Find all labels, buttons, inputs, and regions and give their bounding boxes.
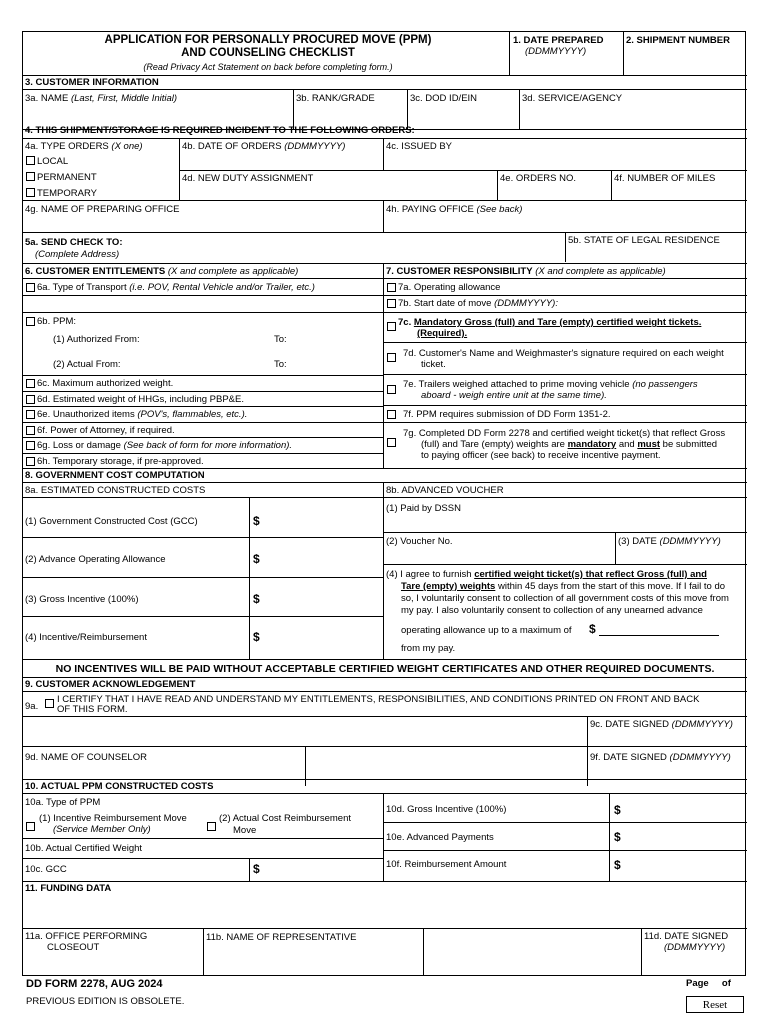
rank-input[interactable]: [295, 106, 405, 126]
page-of: Page of: [686, 978, 731, 989]
7g-line2b: be submitted: [662, 439, 718, 450]
8b-date-hint: (DDMMYYYY): [659, 536, 721, 547]
miles-input[interactable]: [613, 185, 745, 199]
agree-dollar: $: [589, 622, 596, 636]
7e-checkbox[interactable]: [387, 385, 396, 394]
11d-input[interactable]: [643, 954, 745, 972]
orders-no-label: 4e. ORDERS NO.: [500, 173, 577, 184]
11d-line2: (DDMMYYYY): [664, 942, 726, 953]
6c-checkbox[interactable]: [26, 379, 35, 388]
funding-data-input[interactable]: [25, 896, 745, 926]
paying-office-input[interactable]: [385, 216, 745, 230]
7e-hint1: (no passengers: [632, 379, 698, 390]
section9-heading: 9. CUSTOMER ACKNOWLEDGEMENT: [25, 679, 196, 690]
date-orders-input[interactable]: [181, 154, 381, 168]
11b-input[interactable]: [205, 946, 421, 972]
6a-hint: (i.e. POV, Rental Vehicle and/or Trailer, etc.): [129, 282, 315, 293]
7g-line3: to paying officer (see back) to receive incentive payment.: [421, 450, 661, 461]
certify-line1: I CERTIFY THAT I HAVE READ AND UNDERSTAND MY ENTITLEMENTS, RESPONSIBILITIES, AND CONDITIONS PRINTED ON FRONT AND BACK: [57, 694, 700, 705]
certify-line2: OF THIS FORM.: [57, 704, 128, 715]
8a-label: 8a. ESTIMATED CONSTRUCTED COSTS: [25, 485, 206, 496]
incentive-reimb-label: (4) Incentive/Reimbursement: [25, 632, 147, 643]
6b1-to-label: To:: [274, 334, 287, 345]
9f-label-text: 9f. DATE SIGNED: [590, 752, 667, 763]
8b-label: 8b. ADVANCED VOUCHER: [386, 485, 504, 496]
7g-line1: 7g. Completed DD Form 2278 and certified weight ticket(s) that reflect Gross: [403, 428, 726, 439]
permanent-checkbox[interactable]: [26, 172, 35, 181]
7g-line2a: (full) and Tare (empty) weights are: [421, 439, 565, 450]
date-orders-hint: (DDMMYYYY): [284, 141, 346, 152]
7a-label: 7a. Operating allowance: [398, 282, 501, 293]
7b-checkbox[interactable]: [387, 299, 396, 308]
10a-opt2-line2: Move: [233, 825, 257, 836]
prep-office-input[interactable]: [25, 216, 381, 230]
10e-dollar: $: [614, 830, 621, 844]
11a-line2: CLOSEOUT: [47, 942, 100, 953]
11b-label: 11b. NAME OF REPRESENTATIVE: [206, 932, 357, 943]
10b-label: 10b. Actual Certified Weight: [25, 843, 143, 854]
name-label: [25, 93, 177, 104]
6e-label: [37, 409, 247, 420]
10e-label: 10e. Advanced Payments: [386, 832, 494, 843]
gross-incentive-label: (3) Gross Incentive (100%): [25, 594, 139, 605]
section4-heading: 4. THIS SHIPMENT/STORAGE IS REQUIRED INCIDENT TO THE FOLLOWING ORDERS:: [25, 125, 415, 136]
9a-checkbox[interactable]: [45, 699, 54, 708]
10c-dollar: $: [253, 862, 260, 876]
8b-date-input[interactable]: [617, 548, 745, 562]
form-title-line1: APPLICATION FOR PERSONALLY PROCURED MOVE (PPM): [104, 34, 432, 46]
send-check-hint: (Complete Address): [35, 249, 120, 260]
10c-input[interactable]: [265, 860, 381, 878]
9c-label: [590, 719, 733, 730]
section6-heading-hint: (X and complete as applicable): [167, 266, 299, 277]
new-duty-label: 4d. NEW DUTY ASSIGNMENT: [182, 173, 314, 184]
10d-input[interactable]: [625, 799, 745, 819]
9f-hint: (DDMMYYYY): [669, 752, 731, 763]
agree-line3: so, I voluntarily consent to collection of all government costs of this move from: [401, 593, 729, 604]
shipment-number-input[interactable]: [625, 48, 745, 74]
gcc-dollar: $: [253, 514, 260, 528]
section11-heading: 11. FUNDING DATA: [25, 883, 112, 894]
legal-residence-label: 5b. STATE OF LEGAL RESIDENCE: [568, 235, 720, 246]
9c-label-text: 9c. DATE SIGNED: [590, 719, 670, 730]
section7-heading: [386, 266, 666, 277]
send-check-input[interactable]: [153, 236, 563, 260]
orders-no-input[interactable]: [499, 185, 609, 199]
10d-label: 10d. Gross Incentive (100%): [386, 804, 507, 815]
6d-label: 6d. Estimated weight of HHGs, including PBP&E.: [37, 394, 244, 405]
6b1-to-input[interactable]: [291, 332, 381, 346]
gcc-label: (1) Government Constructed Cost (GCC): [25, 516, 198, 527]
paying-office-label-text: 4h. PAYING OFFICE: [386, 204, 474, 215]
miles-label: 4f. NUMBER OF MILES: [614, 173, 716, 184]
section8-heading: 8. GOVERNMENT COST COMPUTATION: [25, 470, 205, 481]
7g-must: must: [637, 439, 661, 450]
8b-date-label-text: (3) DATE: [618, 536, 657, 547]
new-duty-input[interactable]: [181, 185, 495, 199]
6f-label: 6f. Power of Attorney, if required.: [37, 425, 175, 436]
6g-hint: (See back of form for more information).: [123, 440, 293, 451]
7c-label: [398, 317, 701, 328]
7d-checkbox[interactable]: [387, 353, 396, 362]
dd-form-2278: [22, 31, 746, 976]
section10-heading: 10. ACTUAL PPM CONSTRUCTED COSTS: [25, 781, 214, 792]
max-allowance-input[interactable]: [599, 622, 719, 636]
agree-line4: my pay. I also voluntarily consent to collection of any unearned advance: [401, 605, 703, 616]
9a-label: 9a.: [25, 701, 39, 712]
7c-checkbox[interactable]: [387, 322, 396, 331]
6e-checkbox[interactable]: [26, 410, 35, 419]
paying-office-hint: (See back): [476, 204, 523, 215]
7g-checkbox[interactable]: [387, 438, 396, 447]
voucher-no-label: (2) Voucher No.: [386, 536, 453, 547]
9f-label: [590, 752, 731, 763]
9c-hint: (DDMMYYYY): [671, 719, 733, 730]
11d-line1: 11d. DATE SIGNED: [644, 931, 729, 942]
10b-input[interactable]: [183, 840, 381, 856]
7g-and: and: [618, 439, 635, 450]
privacy-note: (Read Privacy Act Statement on back before completing form.): [143, 62, 393, 72]
6g-label-text: 6g. Loss or damage: [37, 440, 121, 451]
paid-by-input[interactable]: [385, 515, 745, 531]
date-prepared-format: (DDMMYYYY): [525, 46, 587, 57]
7a-checkbox[interactable]: [387, 283, 396, 292]
10a-opt2-line1: (2) Actual Cost Reimbursement: [219, 813, 351, 824]
rank-label: 3b. RANK/GRADE: [296, 93, 375, 104]
advance-op-label: (2) Advance Operating Allowance: [25, 554, 166, 565]
10f-dollar: $: [614, 858, 621, 872]
gcc-input[interactable]: [265, 510, 381, 530]
section6-heading-text: 6. CUSTOMER ENTITLEMENTS: [25, 266, 166, 277]
temporary-label: TEMPORARY: [37, 188, 98, 199]
6b-label: 6b. PPM:: [37, 316, 77, 327]
local-label: LOCAL: [37, 156, 69, 167]
advance-op-input[interactable]: [265, 548, 381, 568]
7g-mandatory: mandatory: [567, 439, 617, 450]
incentive-reimb-dollar: $: [253, 630, 260, 644]
6a-label: [37, 282, 315, 293]
type-orders-label-text: 4a. TYPE ORDERS: [25, 141, 109, 152]
issued-by-input[interactable]: [385, 154, 745, 168]
7e-label-text: 7e. Trailers weighed attached to prime moving vehicle: [403, 379, 630, 390]
voucher-no-input[interactable]: [385, 548, 613, 562]
6b2-from-input[interactable]: [151, 357, 271, 371]
section3-heading: 3. CUSTOMER INFORMATION: [25, 77, 159, 88]
gross-incentive-dollar: $: [253, 592, 260, 606]
10d-dollar: $: [614, 803, 621, 817]
agree-line5: operating allowance up to a maximum of: [401, 625, 572, 636]
date-prepared-input[interactable]: [511, 58, 621, 74]
issued-by-label: 4c. ISSUED BY: [386, 141, 452, 152]
name-label-text: 3a. NAME: [25, 93, 69, 104]
service-agency-input[interactable]: [521, 106, 745, 126]
7g-line2: [421, 439, 717, 450]
7e-hint2: aboard - weigh entire unit at the same time).: [421, 390, 607, 401]
6c-label: 6c. Maximum authorized weight.: [37, 378, 174, 389]
10f-label: 10f. Reimbursement Amount: [386, 859, 507, 870]
9d-label: 9d. NAME OF COUNSELOR: [25, 752, 147, 763]
no-incentives-warning: NO INCENTIVES WILL BE PAID WITHOUT ACCEPTABLE CERTIFIED WEIGHT CERTIFICATES AND OTHER REQUIRED DOCUMENTS.: [55, 663, 715, 675]
10a-label: 10a. Type of PPM: [25, 797, 101, 808]
10a-opt1-line1: (1) Incentive Reimbursement Move: [39, 813, 187, 824]
6b2-to-label: To:: [274, 359, 287, 370]
agree-underlined2: Tare (empty) weights: [401, 581, 496, 592]
7f-checkbox[interactable]: [387, 410, 396, 419]
6e-hint: (POV's, flammables, etc.).: [137, 409, 248, 420]
6h-label: 6h. Temporary storage, if pre-approved.: [37, 456, 204, 467]
6h-checkbox[interactable]: [26, 457, 35, 466]
6b2-to-input[interactable]: [291, 357, 381, 371]
name-hint: (Last, First, Middle Initial): [70, 93, 178, 104]
6g-checkbox[interactable]: [26, 441, 35, 450]
form-id: DD FORM 2278, AUG 2024: [26, 978, 163, 990]
7b-input[interactable]: [571, 297, 745, 311]
7d-line1: 7d. Customer's Name and Weighmaster's signature required on each weight: [403, 348, 724, 359]
section7-heading-text: 7. CUSTOMER RESPONSIBILITY: [386, 266, 533, 277]
10a-opt2-checkbox[interactable]: [207, 822, 216, 831]
form-title-line2: AND COUNSELING CHECKLIST: [181, 47, 355, 59]
type-orders-label: [25, 141, 143, 152]
6e-label-text: 6e. Unauthorized items: [37, 409, 135, 420]
10a-opt1-line2: (Service Member Only): [53, 824, 151, 835]
agree-l2: within 45 days from the start of this move. If I fail to do: [497, 581, 726, 592]
legal-residence-input[interactable]: [567, 247, 745, 261]
7c-required: (Required).: [417, 328, 468, 339]
6a-label-text: 6a. Type of Transport: [37, 282, 127, 293]
date-prepared-label: 1. DATE PREPARED: [513, 35, 604, 46]
7d-line2: ticket.: [421, 359, 446, 370]
7c-underlined: Mandatory Gross (full) and Tare (empty) certified weight tickets.: [413, 317, 702, 328]
date-orders-label-text: 4b. DATE OF ORDERS: [182, 141, 282, 152]
9c-input[interactable]: [589, 731, 745, 745]
section6-heading: [25, 266, 298, 277]
customer-signature-input[interactable]: [25, 718, 585, 746]
6a-checkbox[interactable]: [26, 283, 35, 292]
10c-label: 10c. GCC: [25, 864, 67, 875]
temporary-checkbox[interactable]: [26, 188, 35, 197]
7b-label-text: 7b. Start date of move: [398, 298, 492, 309]
6b-checkbox[interactable]: [26, 317, 35, 326]
paying-office-label: [386, 204, 522, 215]
shipment-number-label: 2. SHIPMENT NUMBER: [626, 35, 730, 46]
reset-button[interactable]: Reset: [686, 996, 744, 1013]
permanent-label: PERMANENT: [37, 172, 97, 183]
6b1-label: (1) Authorized From:: [53, 334, 140, 345]
prep-office-label: 4g. NAME OF PREPARING OFFICE: [25, 204, 180, 215]
8b-date-label: [618, 536, 721, 547]
date-orders-label: [182, 141, 345, 152]
9f-input[interactable]: [589, 766, 745, 784]
name-input[interactable]: [25, 106, 291, 126]
incentive-reimb-input[interactable]: [265, 626, 381, 646]
10a-opt1-checkbox[interactable]: [26, 822, 35, 831]
type-orders-hint: (X one): [111, 141, 143, 152]
send-check-label: 5a. SEND CHECK TO:: [25, 237, 123, 248]
11c-signature-input[interactable]: [425, 932, 639, 972]
obsolete-note: PREVIOUS EDITION IS OBSOLETE.: [26, 996, 185, 1007]
6d-checkbox[interactable]: [26, 395, 35, 404]
7e-line1: [403, 379, 698, 390]
dod-id-label: 3c. DOD ID/EIN: [410, 93, 478, 104]
service-agency-label: 3d. SERVICE/AGENCY: [522, 93, 623, 104]
agree-line2: [401, 581, 725, 592]
7b-hint: (DDMMYYYY):: [494, 298, 558, 309]
7b-label: [398, 298, 558, 309]
local-checkbox[interactable]: [26, 156, 35, 165]
dod-id-input[interactable]: [409, 106, 517, 126]
10e-input[interactable]: [625, 826, 745, 846]
11a-line1: 11a. OFFICE PERFORMING: [25, 931, 148, 942]
paid-by-label: (1) Paid by DSSN: [386, 503, 461, 514]
6a-input[interactable]: [25, 297, 381, 311]
section7-heading-hint: (X and complete as applicable): [535, 266, 666, 277]
6b2-label: (2) Actual From:: [53, 359, 121, 370]
6f-checkbox[interactable]: [26, 426, 35, 435]
7f-label: 7f. PPM requires submission of DD Form 1351-2.: [403, 409, 611, 420]
advance-op-dollar: $: [253, 552, 260, 566]
6b1-from-input[interactable]: [151, 332, 271, 346]
agree-prefix: (4) I agree to furnish: [386, 569, 472, 580]
agree-underlined1: certified weight ticket(s) that reflect Gross (full) and: [474, 569, 707, 580]
agree-line1: [386, 569, 707, 580]
gross-incentive-input[interactable]: [265, 588, 381, 608]
6g-label: [37, 440, 292, 451]
7c-prefix: 7c.: [398, 317, 414, 328]
10f-input[interactable]: [625, 854, 745, 874]
agree-line6: from my pay.: [401, 643, 456, 654]
